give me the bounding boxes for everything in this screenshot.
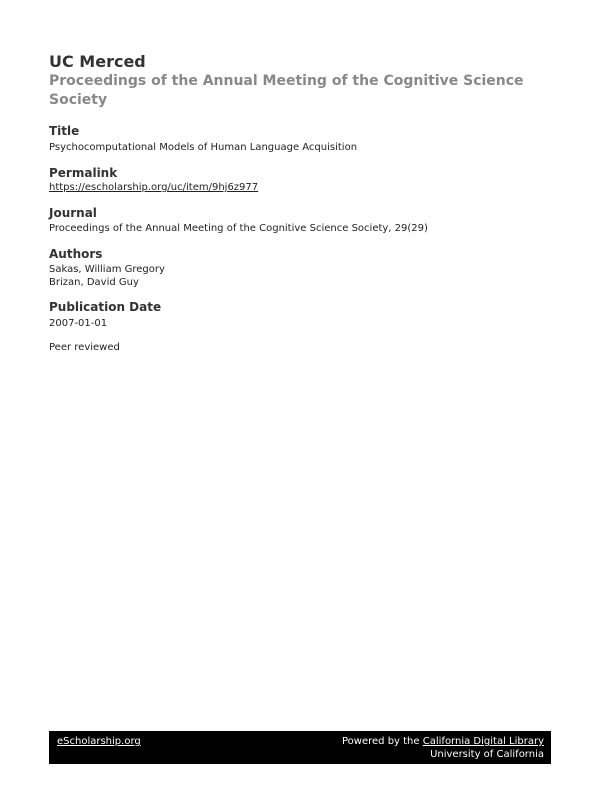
author-2: Brizan, David Guy [49,277,139,288]
author-1: Sakas, William Gregory [49,264,165,275]
permalink-link[interactable]: https://escholarship.org/uc/item/9hj6z977 [49,182,259,193]
authors-label: Authors [49,247,103,261]
powered-by-text: Powered by the [342,736,420,747]
peer-reviewed-status: Peer reviewed [49,342,120,353]
series-title: Proceedings of the Annual Meeting of the Cognitive Science Society [49,73,524,108]
campus-name: UC Merced [49,52,146,71]
title-label: Title [49,124,80,138]
cdl-link[interactable]: California Digital Library [422,736,544,747]
publication-date-label: Publication Date [49,300,162,314]
journal-label: Journal [49,206,97,220]
publication-date-value: 2007-01-01 [49,318,108,329]
permalink-label: Permalink [49,166,118,180]
journal-value: Proceedings of the Annual Meeting of the Cognitive Science Society, 29(29) [49,223,428,234]
university-name: University of California [430,749,544,760]
footer-bar [49,731,551,764]
escholarship-link[interactable]: eScholarship.org [57,736,141,747]
title-value: Psychocomputational Models of Human Language Acquisition [49,142,358,153]
